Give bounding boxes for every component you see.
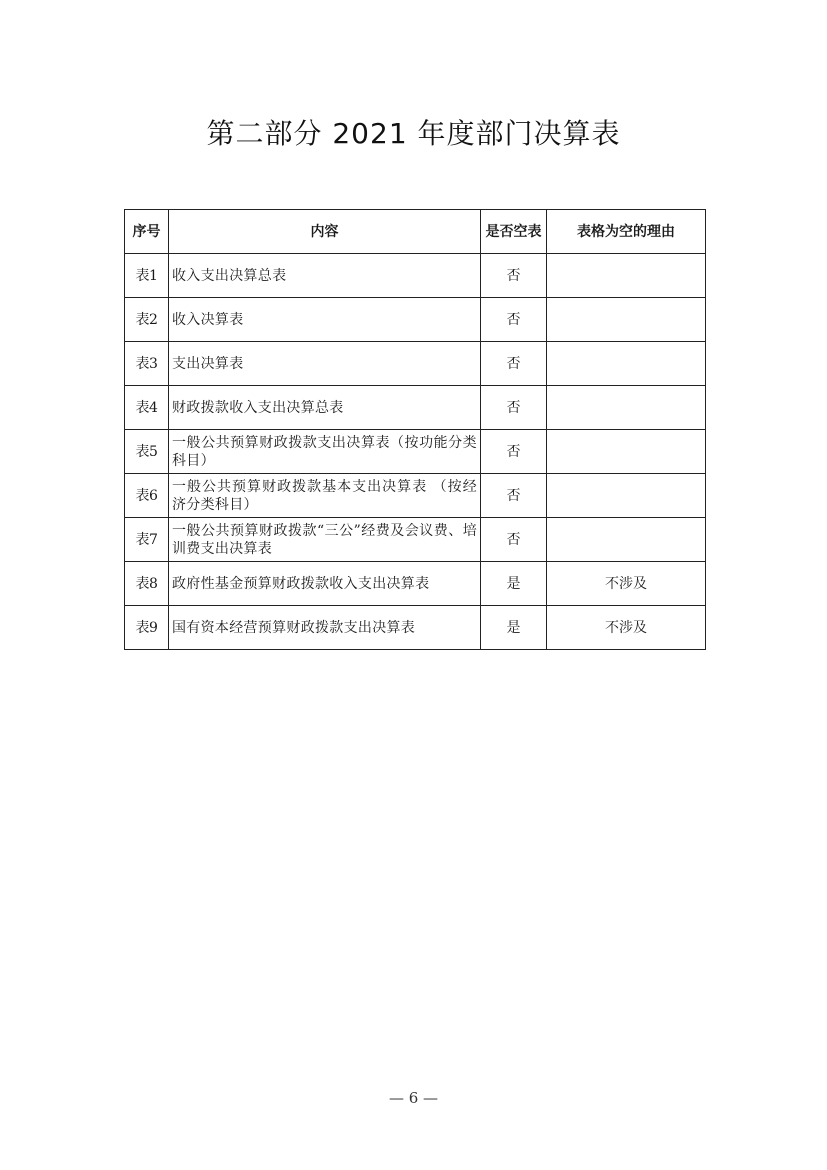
row-empty-reason: 不涉及 [547,562,706,606]
row-content: 一般公共预算财政拨款“三公”经费及会议费、培训费支出决算表 [169,518,481,562]
row-empty-reason [547,298,706,342]
row-seq: 表7 [125,518,169,562]
header-seq: 序号 [125,210,169,254]
table-row [125,254,706,298]
row-is-empty: 否 [481,342,547,386]
row-is-empty: 否 [481,430,547,474]
table-header-row [125,210,706,254]
row-content: 收入支出决算总表 [169,254,481,298]
row-is-empty: 否 [481,298,547,342]
row-is-empty: 否 [481,254,547,298]
row-empty-reason [547,342,706,386]
page-title: 第二部分 2021 年度部门决算表 [206,117,621,150]
table-row [125,430,706,474]
row-seq: 表4 [125,386,169,430]
row-seq: 表1 [125,254,169,298]
row-seq: 表9 [125,606,169,650]
table-row [125,474,706,518]
row-content: 收入决算表 [169,298,481,342]
page-number: — 6 — [388,1089,439,1107]
row-seq: 表2 [125,298,169,342]
row-content: 一般公共预算财政拨款基本支出决算表 （按经济分类科目） [169,474,481,518]
row-empty-reason [547,474,706,518]
row-empty-reason [547,430,706,474]
row-content: 财政拨款收入支出决算总表 [169,386,481,430]
budget-table-container [124,209,705,650]
row-empty-reason [547,254,706,298]
row-content: 一般公共预算财政拨款支出决算表（按功能分类科目） [169,430,481,474]
header-empty-reason: 表格为空的理由 [547,210,706,254]
row-content: 政府性基金预算财政拨款收入支出决算表 [169,562,481,606]
budget-table [124,209,706,650]
header-content: 内容 [169,210,481,254]
row-empty-reason [547,518,706,562]
row-seq: 表5 [125,430,169,474]
row-content: 支出决算表 [169,342,481,386]
table-row [125,298,706,342]
row-content: 国有资本经营预算财政拨款支出决算表 [169,606,481,650]
row-is-empty: 否 [481,386,547,430]
row-is-empty: 否 [481,518,547,562]
table-row [125,342,706,386]
table-row [125,386,706,430]
row-is-empty: 是 [481,562,547,606]
table-row [125,518,706,562]
row-seq: 表6 [125,474,169,518]
table-row [125,606,706,650]
header-is-empty: 是否空表 [481,210,547,254]
row-empty-reason [547,386,706,430]
row-empty-reason: 不涉及 [547,606,706,650]
row-is-empty: 是 [481,606,547,650]
row-seq: 表8 [125,562,169,606]
table-row [125,562,706,606]
row-seq: 表3 [125,342,169,386]
row-is-empty: 否 [481,474,547,518]
